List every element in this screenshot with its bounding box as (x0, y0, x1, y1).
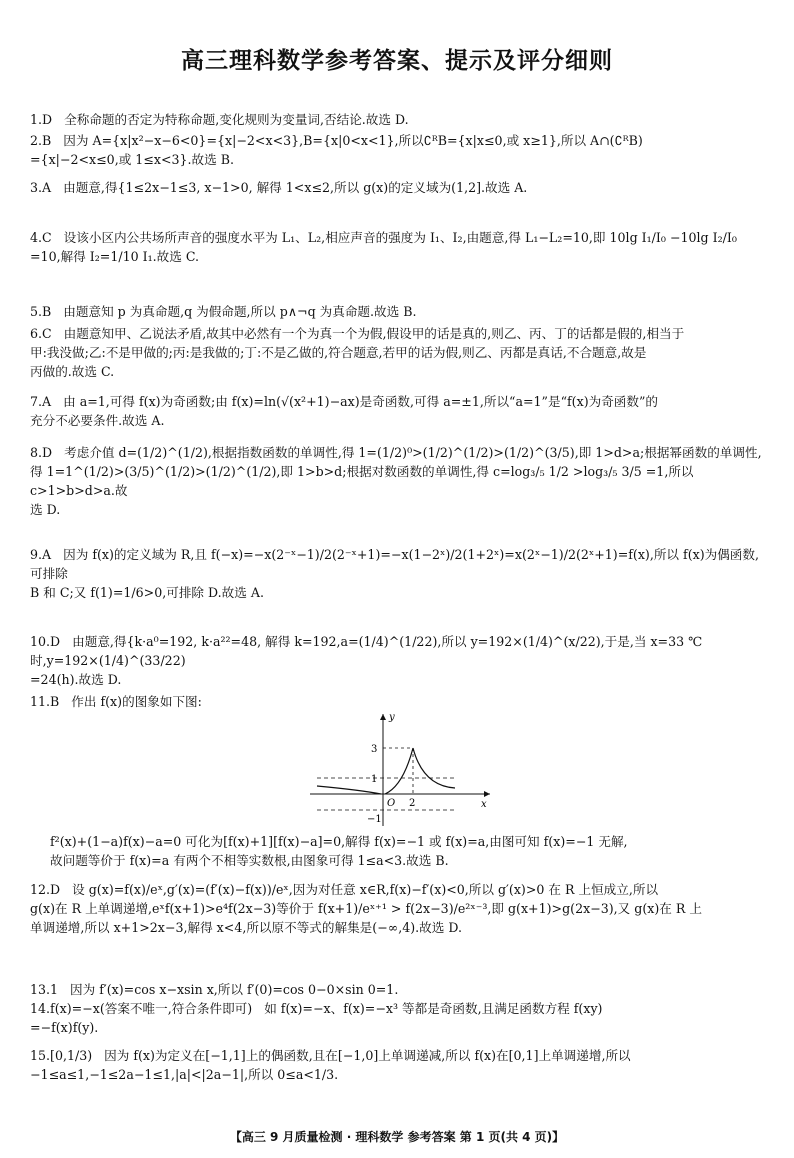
solution-item (30, 178, 770, 197)
x-axis-label: x (481, 799, 487, 810)
left-branch (317, 786, 381, 794)
solution-answer: 1 (50, 982, 59, 997)
solution-number: 6. (30, 326, 43, 341)
solution-line: ={x|−2<x≤0,或 1≤x<3}.故选 B. (30, 152, 234, 167)
solution-number: 8. (30, 445, 43, 460)
solution-item (30, 392, 770, 430)
origin-label: O (387, 798, 396, 809)
function-graph (305, 708, 495, 828)
solution-answer: f(x)=−x(答案不唯一,符合条件即可) (50, 1001, 253, 1016)
solution-number: 7. (30, 394, 43, 409)
solution-line: g(x)在 R 上单调递增,eˣf(x+1)>e⁴f(2x−3)等价于 f(x+1)/eˣ⁺¹ > f(2x−3)/e²ˣ⁻³,即 g(x+1)>g(2x−3),又 g(x)在 R 上 (30, 901, 702, 916)
page-title: 高三理科数学参考答案、提示及评分细则 (181, 48, 613, 74)
solution-number: 2. (30, 133, 43, 148)
solution-answer: D (42, 445, 53, 460)
solution-line: 甲:我没做;乙:不是甲做的;丙:是我做的;丁:不是乙做的,符合题意,若甲的话为假,则乙、丙都是真话,不合题意,故是 (30, 345, 647, 360)
solution-line: 丙做的.故选 C. (30, 364, 115, 379)
solution-line: −1≤a≤1,−1≤2a−1≤1,|a|<|2a−1|,所以 0≤a<1/3. (30, 1067, 339, 1082)
solution-number: 14. (30, 1001, 51, 1016)
solution-line: =10,解得 I₂=1/10 I₁.故选 C. (30, 249, 200, 264)
solution-item (30, 443, 770, 519)
solution-answer: B (50, 694, 60, 709)
solution-answer: B (42, 133, 52, 148)
solution-answer: C (42, 326, 52, 341)
solution-number: 15. (30, 1048, 51, 1063)
solution-item (30, 131, 770, 169)
solution-line: 考虑介值 d=(1/2)^(1/2),根据指数函数的单调性,得 1=(1/2)⁰>(1/2)^(1/2)>(1/2)^(3/5),即 1>d>a;根据幂函数的单调性, (64, 445, 762, 460)
solution-answer: C (42, 230, 52, 245)
solution-item (30, 110, 770, 129)
solution-line: f²(x)+(1−a)f(x)−a=0 可化为[f(x)+1][f(x)−a]=0,解得 f(x)=−1 或 f(x)=a,由图可知 f(x)=−1 无解, (50, 834, 628, 849)
page-footer: 【高三 9 月质量检测 · 理科数学 参考答案 第 1 页(共 4 页)】 (229, 1130, 565, 1144)
solution-item (30, 880, 770, 937)
solution-item (30, 999, 770, 1037)
solution-line: 设该小区内公共场所声音的强度水平为 L₁、L₂,相应声音的强度为 I₁、I₂,由题意,得 L₁−L₂=10,即 10lg I₁/I₀ −10lg I₂/I₀ (63, 230, 737, 245)
solution-line: 因为 A={x|x²−x−6<0}={x|−2<x<3},B={x|0<x<1},所以∁ᴿB={x|x≤0,或 x≥1},所以 A∩(∁ᴿB) (63, 133, 643, 148)
y-tick-1: 1 (371, 774, 378, 785)
solution-line: 全称命题的否定为特称命题,变化规则为变量词,否结论.故选 D. (64, 112, 409, 127)
solution-answer: D (42, 112, 53, 127)
solution-item (30, 832, 770, 870)
solution-answer: B (42, 304, 52, 319)
x-tick-2: 2 (409, 798, 416, 809)
solution-number: 11. (30, 694, 51, 709)
solution-line: 单调递增,所以 x+1>2x−3,解得 x<4,所以原不等式的解集是(−∞,4).故选 D. (30, 920, 462, 935)
solution-item (30, 632, 770, 689)
solution-line: 由题意,得{1≤2x−1≤3, x−1>0, 解得 1<x≤2,所以 g(x)的定义域为(1,2].故选 A. (63, 180, 528, 195)
solution-answer: A (42, 180, 52, 195)
solution-item (30, 1046, 770, 1084)
solution-answer: A (42, 394, 52, 409)
solution-line: 设 g(x)=f(x)/eˣ,g′(x)=(f′(x)−f(x))/eˣ,因为对任意 x∈R,f(x)−f′(x)<0,所以 g′(x)>0 在 R 上恒成立,所以 (72, 882, 659, 897)
solution-number: 3. (30, 180, 43, 195)
solution-item (30, 980, 770, 999)
y-tick-3: 3 (371, 744, 378, 755)
solution-line: 故问题等价于 f(x)=a 有两个不相等实数根,由图象可得 1≤a<3.故选 B. (50, 853, 449, 868)
solution-line: 因为 f′(x)=cos x−xsin x,所以 f′(0)=cos 0−0×sin 0=1. (70, 982, 399, 997)
solution-line: 因为 f(x)为定义在[−1,1]上的偶函数,且在[−1,0]上单调递减,所以 f(x)在[0,1]上单调递增,所以 (104, 1048, 631, 1063)
solution-answer: D (50, 634, 61, 649)
solution-number: 9. (30, 547, 43, 562)
solution-line: =−f(x)f(y). (30, 1020, 99, 1035)
solution-number: 10. (30, 634, 51, 649)
solution-line: =24(h).故选 D. (30, 672, 122, 687)
solution-item (30, 228, 770, 266)
solution-number: 4. (30, 230, 43, 245)
solution-item (30, 324, 770, 381)
solution-answer: D (50, 882, 61, 897)
solution-item (30, 545, 770, 602)
solution-line: 选 D. (30, 502, 61, 517)
rising-branch (385, 748, 413, 794)
solution-number: 12. (30, 882, 51, 897)
solution-line: 由题意知 p 为真命题,q 为假命题,所以 p∧¬q 为真命题.故选 B. (63, 304, 417, 319)
solution-number: 5. (30, 304, 43, 319)
solution-line: 如 f(x)=−x、f(x)=−x³ 等都是奇函数,且满足函数方程 f(xy) (264, 1001, 603, 1016)
solution-number: 13. (30, 982, 51, 997)
solution-number: 1. (30, 112, 43, 127)
solution-answer: A (42, 547, 52, 562)
solution-line: 因为 f(x)的定义域为 R,且 f(−x)=−x(2⁻ˣ−1)/2(2⁻ˣ+1)=−x(1−2ˣ)/2(1+2ˣ)=x(2ˣ−1)/2(2ˣ+1)=f(x),所以 f(x)为偶函数,可排除 (30, 547, 760, 581)
solution-line: B 和 C;又 f(1)=1/6>0,可排除 D.故选 A. (30, 585, 264, 600)
solution-line: 作出 f(x)的图象如下图: (71, 694, 202, 709)
solution-line: 充分不必要条件.故选 A. (30, 413, 165, 428)
solution-item (30, 302, 770, 321)
solution-line: 由题意知甲、乙说法矛盾,故其中必然有一个为真一个为假,假设甲的话是真的,则乙、丙、丁的话都是假的,相当于 (63, 326, 685, 341)
solution-line: 由 a=1,可得 f(x)为奇函数;由 f(x)=ln(√(x²+1)−ax)是奇函数,可得 a=±1,所以“a=1”是“f(x)为奇函数”的 (63, 394, 659, 409)
solution-line: 得 1=1^(1/2)>(3/5)^(1/2)>(1/2)^(1/2),即 1>b>d;根据对数函数的单调性,得 c=log₃/₅ 1/2 >log₃/₅ 3/5 =1,所以 c>1>b>d>a.故 (30, 464, 694, 498)
falling-branch (413, 748, 455, 788)
y-axis-label: y (389, 712, 395, 723)
y-tick-neg1: −1 (367, 814, 382, 825)
solution-answer: [0,1/3) (50, 1048, 93, 1063)
solution-line: 由题意,得{k·a⁰=192, k·a²²=48, 解得 k=192,a=(1/4)^(1/22),所以 y=192×(1/4)^(x/22),于是,当 x=33 ℃时,y=192×(1/4)^(33/22) (30, 634, 703, 668)
